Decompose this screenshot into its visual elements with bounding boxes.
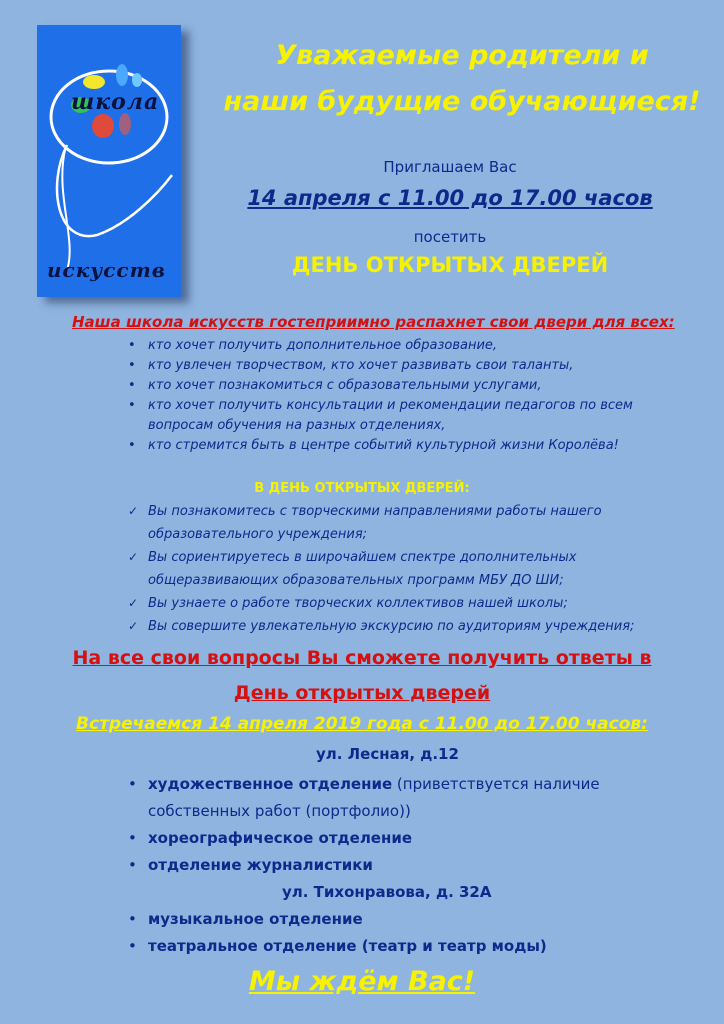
list-item — [128, 771, 688, 825]
list-item: • кто хочет познакомиться с образовательными услугами, — [128, 376, 668, 396]
logo-word-arts: искусств — [47, 258, 166, 282]
list-item: • кто хочет получить консультации и рекомендации педагогов по всем вопросам обучения на разных отделениях, — [128, 396, 668, 436]
address-lesnaya: ул. Лесная, д.12 — [316, 745, 459, 763]
departments-list-1 — [128, 771, 688, 879]
list-item — [128, 852, 688, 879]
department-name: театральное отделение (театр и театр моды) — [148, 937, 547, 955]
department-note: (приветствуется наличие собственных работ (портфолио)) — [148, 775, 600, 820]
list-item: ✓ Вы сориентируетесь в широчайшем спектре дополнительных общеразвивающих образовательных программ МБУ ДО ШИ; — [128, 546, 668, 592]
departments-list-2 — [128, 906, 688, 960]
department-name: хореографическое отделение — [148, 829, 413, 847]
program-list — [128, 500, 668, 638]
program-heading: В ДЕНЬ ОТКРЫТЫХ ДВЕРЕЙ: — [254, 481, 470, 496]
invite-text: Приглашаем Вас — [383, 158, 517, 176]
event-title: ДЕНЬ ОТКРЫТЫХ ДВЕРЕЙ — [291, 253, 609, 277]
list-item: • кто увлечен творчеством, кто хочет развивать свои таланты, — [128, 356, 668, 376]
list-item: ✓ Вы узнаете о работе творческих коллективов нашей школы; — [128, 592, 668, 615]
greeting-line-2: наши будущие обучающиеся! — [223, 86, 701, 117]
list-item — [128, 906, 688, 933]
intro-heading: Наша школа искусств гостеприимно распахнет свои двери для всех: — [72, 313, 675, 331]
meeting-line: Встречаемся 14 апреля 2019 года с 11.00 до 17.00 часов: — [76, 714, 648, 734]
logo-word-school: школа — [71, 89, 160, 115]
list-item — [128, 825, 688, 852]
department-name: отделение журналистики — [148, 856, 373, 874]
address-tikhonravova: ул. Тихонравова, д. 32А — [282, 883, 492, 901]
list-item: ✓ Вы совершите увлекательную экскурсию по аудиториям учреждения; — [128, 615, 668, 638]
questions-line-2: День открытых дверей — [233, 682, 491, 704]
closing-line: Мы ждём Вас! — [248, 966, 476, 997]
list-item: ✓ Вы познакомитесь с творческими направлениями работы нашего образовательного учреждения; — [128, 500, 668, 546]
logo-graphic — [37, 25, 181, 297]
questions-line-1: На все свои вопросы Вы сможете получить ответы в — [72, 647, 652, 669]
list-item — [128, 933, 688, 960]
department-name: художественное отделение — [148, 775, 393, 793]
department-name: музыкальное отделение — [148, 910, 363, 928]
list-item: • кто хочет получить дополнительное образование, — [128, 336, 668, 356]
event-date: 14 апреля с 11.00 до 17.00 часов — [247, 186, 653, 210]
list-item: • кто стремится быть в центре событий культурной жизни Королёва! — [128, 436, 668, 456]
intro-list — [128, 336, 668, 456]
visit-text: посетить — [413, 228, 487, 246]
greeting-line-1: Уважаемые родители и — [275, 40, 649, 71]
school-logo — [37, 25, 181, 297]
